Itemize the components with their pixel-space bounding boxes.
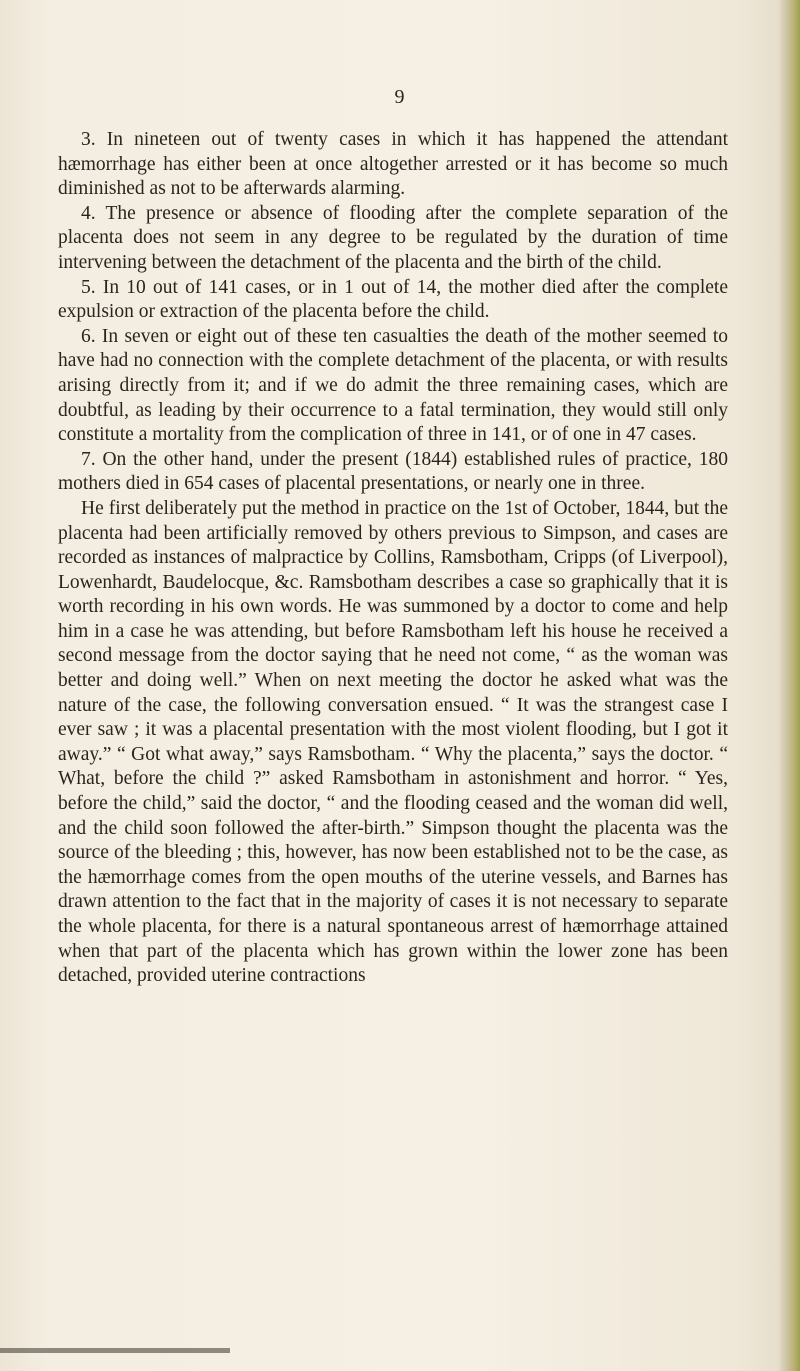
page-number: 9 <box>394 86 406 108</box>
page-edge-shadow <box>778 0 800 1371</box>
paragraph-4: 4. The presence or absence of flooding after the complete separation of the placenta does not seem in any degree to be regulated by the duration of time intervening between the detachment of the placenta and the birth of the child. <box>58 202 728 273</box>
paragraph-5: 5. In 10 out of 141 cases, or in 1 out of 14, the mother died after the complete expulsion or extraction of the placenta before the child. <box>58 276 728 323</box>
bottom-rule <box>0 1348 230 1353</box>
paragraph-3: 3. In nineteen out of twenty cases in which it has happened the attendant hæmorrhage has either been at once altogether arrested or it has become so much diminished as not to be afterwards alarming. <box>58 129 728 200</box>
paragraph-simpson-method: He first deliberately put the method in practice on the 1st of October, 1844, but the placenta had been artificially removed by others previous to Simpson, and cases are recorded as instances of malpractice by Collins, Ramsbotham, Cripps (of Liverpool), Lowenhardt, Baudelocque, &c. Ramsbotham describes a case so graphically that it is worth recording in his own words. He was summoned by a doctor to come and help him in a case he was attending, but before Ramsbotham left his house he received a second message from the doctor saying that he need not come, “ as the woman was better and doing well.” When on next meeting the doctor he asked what was the nature of the case, the following conversation ensued. “ It was the strangest case I ever saw ; it was a placental presentation with the most violent flooding, but I got it away.” “ Got what away,” says Ramsbotham. “ Why the placenta,” says the doctor. “ What, before the child ?” asked Ramsbotham in astonishment and horror. “ Yes, before the child,” said the doctor, “ and the flooding ceased and the woman did well, and the child soon followed the after-birth.” Simpson thought the placenta was the source of the bleeding ; this, however, has now been established not to be the case, as the hæmorrhage comes from the open mouths of the uterine vessels, and Barnes has drawn attention to the fact that in the majority of cases it is not necessary to separate the whole placenta, for there is a natural spontaneous arrest of hæmorrhage attained when that part of the placenta which has grown within the lower zone has been detached, provided uterine contractions <box>58 497 728 987</box>
paragraph-7: 7. On the other hand, under the present (1844) established rules of practice, 180 mothers died in 654 cases of placental presentations, or nearly one in three. <box>58 448 728 495</box>
body-text <box>58 128 728 989</box>
paragraph-6: 6. In seven or eight out of these ten casualties the death of the mother seemed to have had no connection with the complete detachment of the placenta, or with results arising directly from it; and if we do admit the three remaining cases, which are doubtful, as leading by their occurrence to a fatal termination, they would still only constitute a mortality from the complication of three in 141, or of one in 47 cases. <box>58 325 728 446</box>
